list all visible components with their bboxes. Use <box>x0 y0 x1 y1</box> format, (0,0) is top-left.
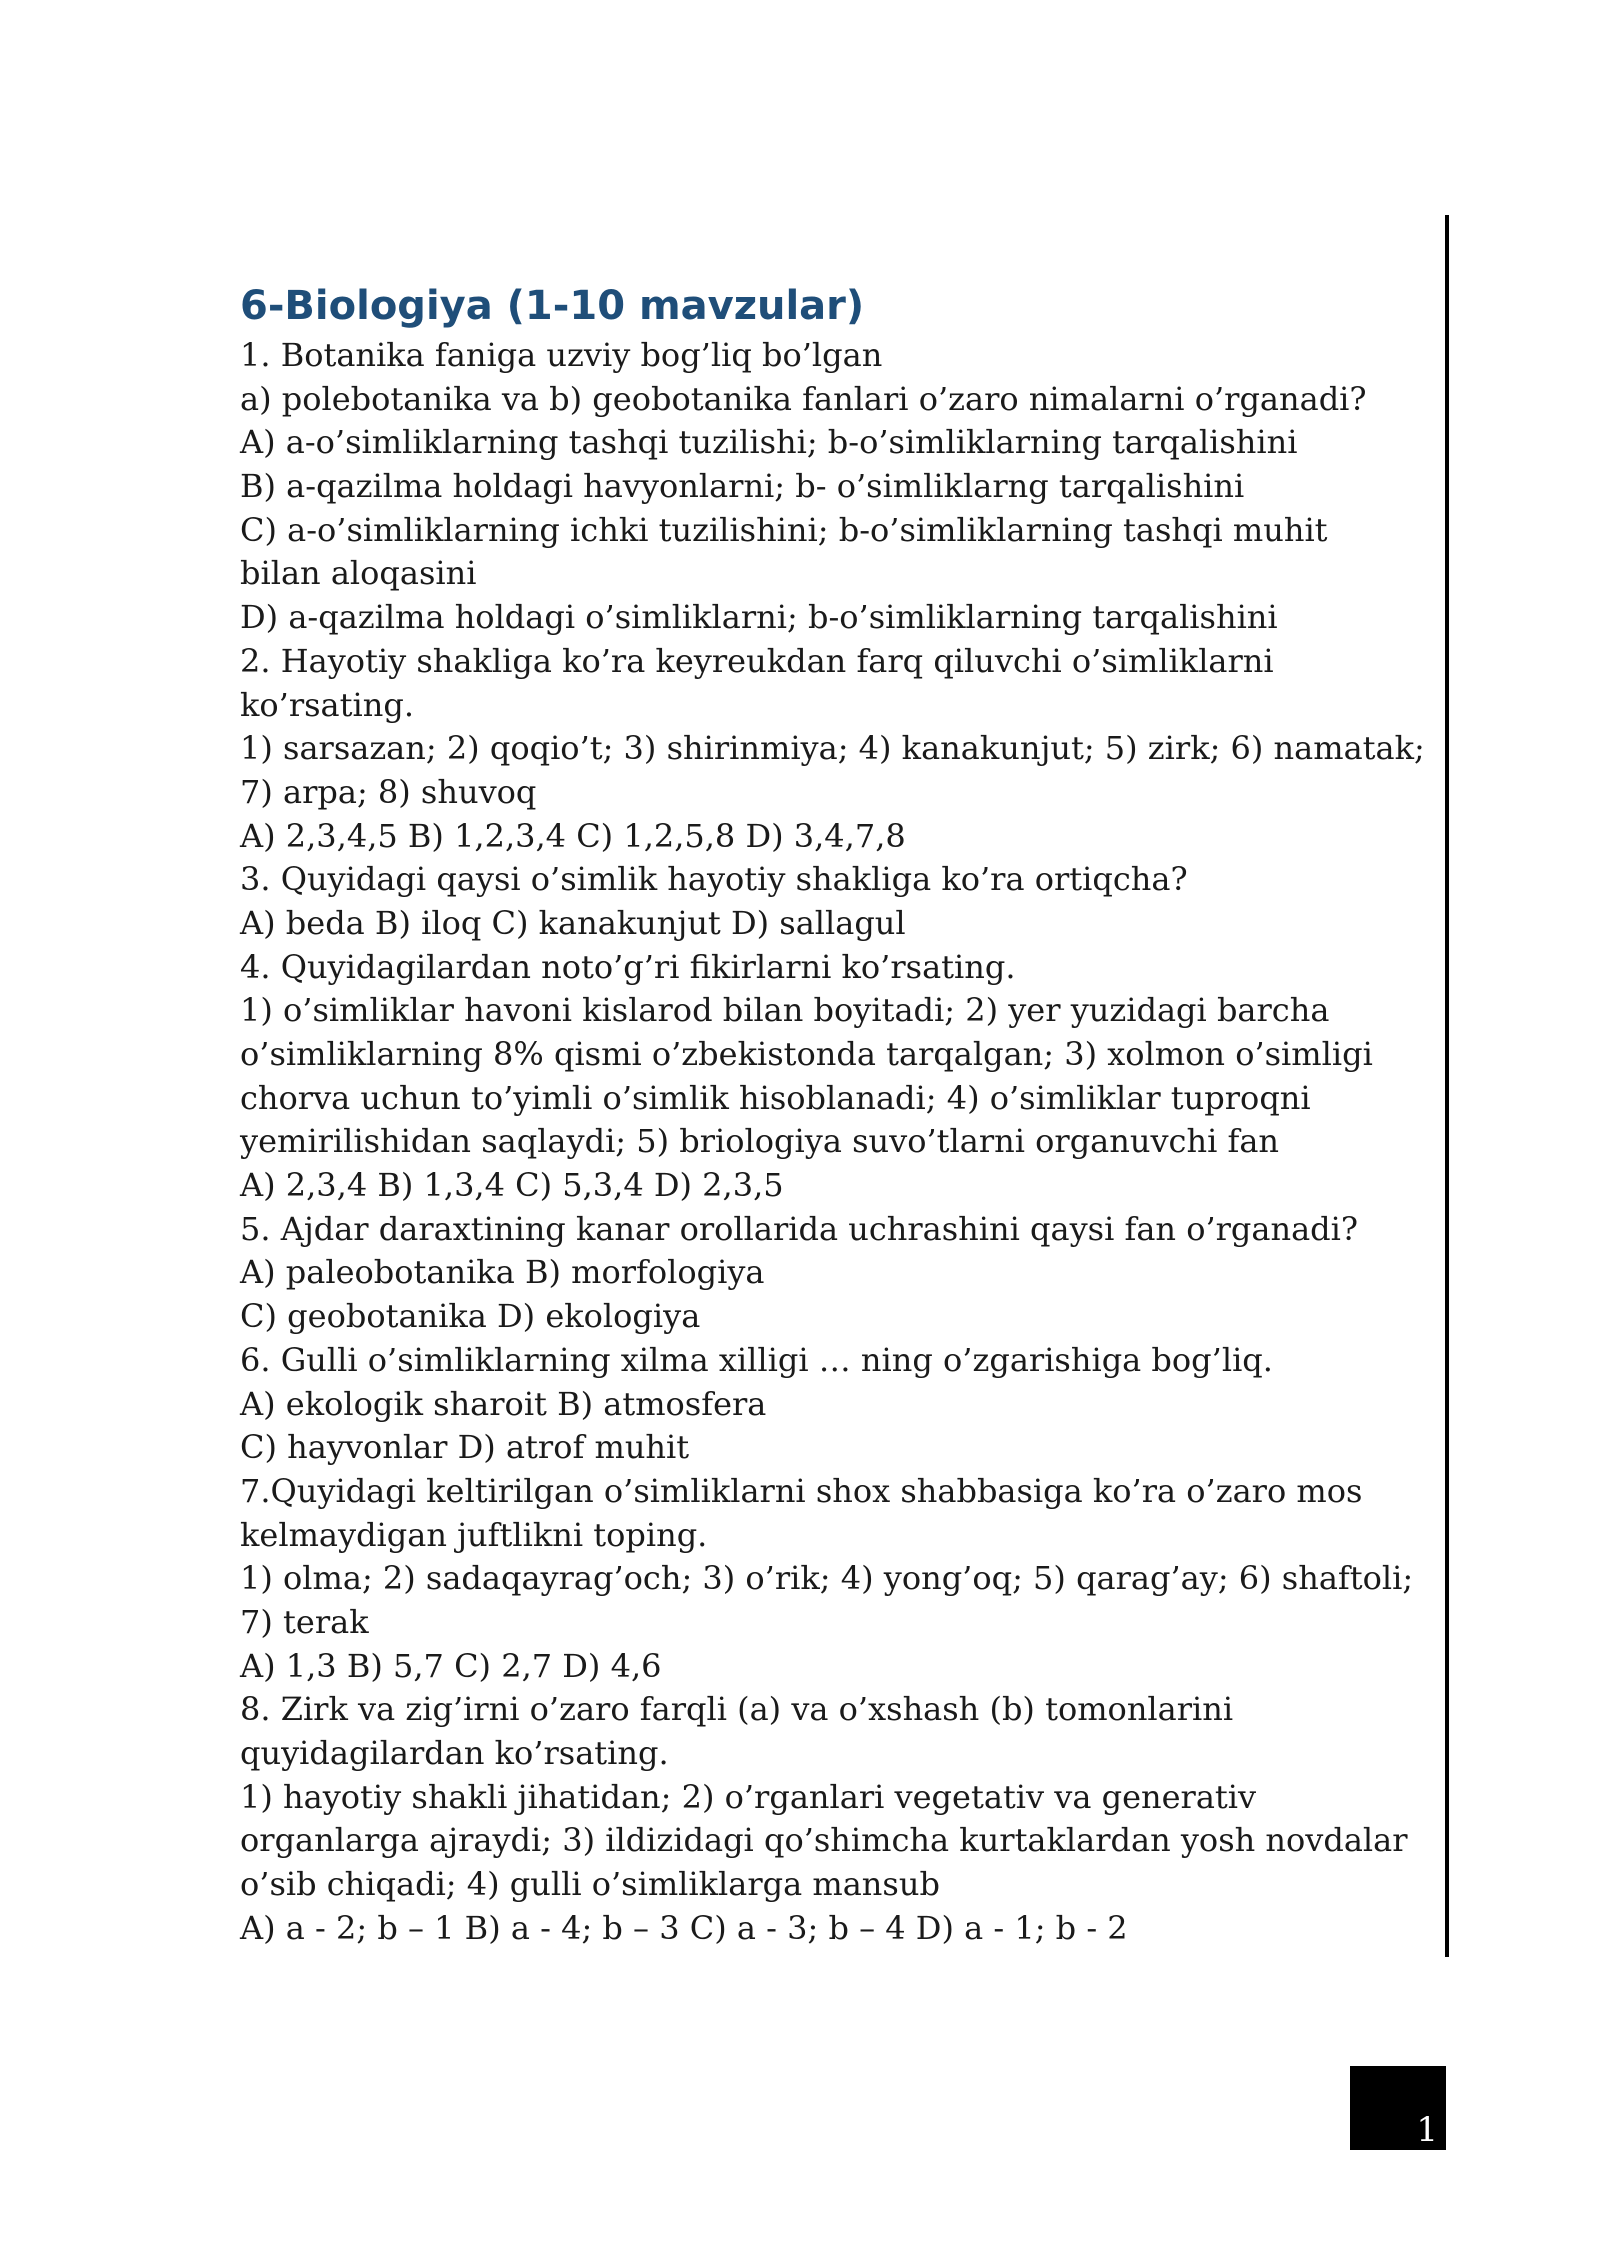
text-line: C) hayvonlar D) atrof muhit <box>240 1428 690 1467</box>
text-line: D) a-qazilma holdagi o’simliklarni; b-o’simliklarning tarqalishini <box>240 598 1278 637</box>
text-line: 1) hayotiy shakli jihatidan; 2) o’rganlari vegetativ va generativ <box>240 1777 1257 1816</box>
text-line: 1. Botanika faniga uzviy bog’liq bo’lgan <box>240 336 883 374</box>
text-line: chorva uchun to’yimli o’simlik hisoblanadi; 4) o’simliklar tuproqni <box>240 1078 1311 1117</box>
text-line: 3. Quyidagi qaysi o’simlik hayotiy shakliga ko’ra ortiqcha? <box>240 860 1188 899</box>
text-line: A) a - 2; b – 1 B) a - 4; b – 3 C) a - 3; b – 4 D) a - 1; b - 2 <box>240 1908 1128 1947</box>
text-line: A) beda B) iloq C) kanakunjut D) sallagul <box>240 903 906 942</box>
page-title: 6-Biologiya (1-10 mavzular) <box>240 283 865 329</box>
text-line: 6. Gulli o’simliklarning xilma xilligi … ning o’zgarishiga bog’liq. <box>240 1340 1273 1379</box>
text-line: 2. Hayotiy shakliga ko’ra keyreukdan farq qiluvchi o’simliklarni <box>240 641 1274 680</box>
text-line: 1) sarsazan; 2) qoqio’t; 3) shirinmiya; 4) kanakunjut; 5) zirk; 6) namatak; <box>240 729 1425 768</box>
text-line: 8. Zirk va zig’irni o’zaro farqli (a) va o’xshash (b) tomonlarini <box>240 1690 1234 1729</box>
text-line: ko’rsating. <box>240 685 414 724</box>
text-line: 7) terak <box>240 1602 369 1641</box>
text-line: 1) olma; 2) sadaqayrag’och; 3) o’rik; 4) yong’oq; 5) qarag’ay; 6) shaftoli; <box>240 1559 1414 1598</box>
text-line: A) 1,3 B) 5,7 C) 2,7 D) 4,6 <box>240 1646 662 1685</box>
page-number-box <box>1350 2066 1446 2150</box>
right-margin-rule <box>1445 215 1449 1957</box>
text-line: 5. Ajdar daraxtining kanar orollarida uchrashini qaysi fan o’rganadi? <box>240 1209 1359 1248</box>
text-line: o’simliklarning 8% qismi o’zbekistonda tarqalgan; 3) xolmon o’simligi <box>240 1035 1373 1073</box>
text-line: 1) o’simliklar havoni kislarod bilan boyitadi; 2) yer yuzidagi barcha <box>240 991 1330 1030</box>
text-line: a) polebotanika va b) geobotanika fanlari o’zaro nimalarni o’rganadi? <box>240 379 1367 418</box>
text-line: yemirilishidan saqlaydi; 5) briologiya suvo’tlarni organuvchi fan <box>240 1122 1280 1161</box>
text-line: A) 2,3,4 B) 1,3,4 C) 5,3,4 D) 2,3,5 <box>240 1166 784 1205</box>
text-line: bilan aloqasini <box>240 554 477 593</box>
text-line: 7.Quyidagi keltirilgan o’simliklarni shox shabbasiga ko’ra o’zaro mos <box>240 1471 1363 1510</box>
text-line: 4. Quyidagilardan noto’g’ri fikirlarni ko’rsating. <box>240 947 1016 986</box>
text-line: A) paleobotanika B) morfologiya <box>240 1253 765 1292</box>
text-line: organlarga ajraydi; 3) ildizidagi qo’shimcha kurtaklardan yosh novdalar <box>240 1821 1408 1860</box>
question-text <box>240 334 1425 1950</box>
text-line: C) geobotanika D) ekologiya <box>240 1297 701 1336</box>
text-line: A) ekologik sharoit B) atmosfera <box>240 1384 767 1423</box>
page-number: 1 <box>1416 2110 1438 2150</box>
text-line: A) 2,3,4,5 B) 1,2,3,4 C) 1,2,5,8 D) 3,4,7,8 <box>240 816 906 855</box>
text-line: 7) arpa; 8) shuvoq <box>240 772 537 811</box>
text-line: kelmaydigan juftlikni toping. <box>240 1515 708 1554</box>
text-line: C) a-o’simliklarning ichki tuzilishini; b-o’simliklarning tashqi muhit <box>240 510 1328 549</box>
text-line: quyidagilardan ko’rsating. <box>240 1734 669 1772</box>
text-line: A) a-o’simliklarning tashqi tuzilishi; b-o’simliklarning tarqalishini <box>240 423 1298 462</box>
text-line: o’sib chiqadi; 4) gulli o’simliklarga mansub <box>240 1865 940 1904</box>
text-line: B) a-qazilma holdagi havyonlarni; b- o’simliklarng tarqalishini <box>240 467 1245 506</box>
